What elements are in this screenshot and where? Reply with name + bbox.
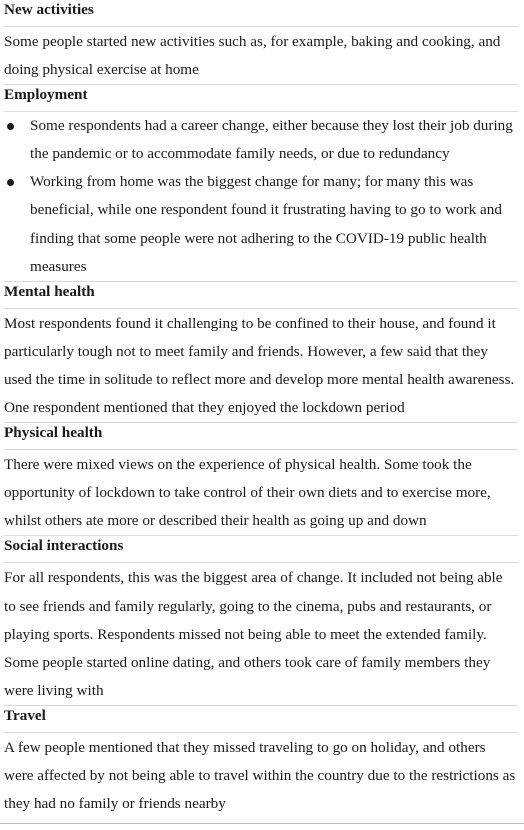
section-text: For all respondents, this was the biggest area of change. It included not being able to see friends and family regularly, going to the cinema, pubs and restaurants, or playing sports. Respondents missed not being able to meet the extended family. Some people started online dating, and others took care of family members they were living with [4, 569, 503, 699]
section-mental-health [4, 283, 518, 423]
section-physical-health [4, 424, 518, 536]
section-heading: Employment [4, 86, 518, 112]
themes-table [0, 1, 524, 818]
section-travel [4, 707, 518, 818]
section-new-activities [4, 1, 518, 85]
bullet-dot-icon [7, 123, 14, 130]
section-text: A few people mentioned that they missed traveling to go on holiday, and others were affected by not being able to travel within the country due to the restrictions as they had no family or friends nearby [4, 738, 516, 813]
bullet-text: Working from home was the biggest change for many; for many this was beneficial, while one respondent found it frustrating having to go to work and finding that some people were not adhering to the COVID-19 public health measures [30, 173, 502, 275]
section-heading: Social interactions [4, 537, 518, 563]
bullet-list [4, 112, 518, 281]
section-heading: Physical health [4, 424, 518, 450]
section-text: Most respondents found it challenging to be confined to their house, and found it particularly tough not to meet family and friends. However, a few said that they used the time in solitude to reflect more and develop more mental health awareness. One respondent mentioned that they enjoyed the lockdown period [4, 314, 515, 417]
section-employment [4, 86, 518, 282]
table-bottom-rule [0, 823, 524, 824]
section-heading: Travel [4, 707, 518, 733]
section-social-interactions [4, 537, 518, 705]
section-heading: New activities [4, 1, 518, 27]
section-text: Some people started new activities such as, for example, baking and cooking, and doing physical exercise at home [4, 33, 501, 79]
bullet-item [4, 112, 518, 168]
section-heading: Mental health [4, 283, 518, 309]
bullet-item [4, 168, 518, 280]
section-text: There were mixed views on the experience of physical health. Some took the opportunity of lockdown to take control of their own diets and to exercise more, whilst others ate more or described their health as going up and down [4, 456, 491, 530]
bullet-text: Some respondents had a career change, either because they lost their job during the pandemic or to accommodate family needs, or due to redundancy [30, 117, 513, 163]
bullet-dot-icon [7, 179, 14, 186]
